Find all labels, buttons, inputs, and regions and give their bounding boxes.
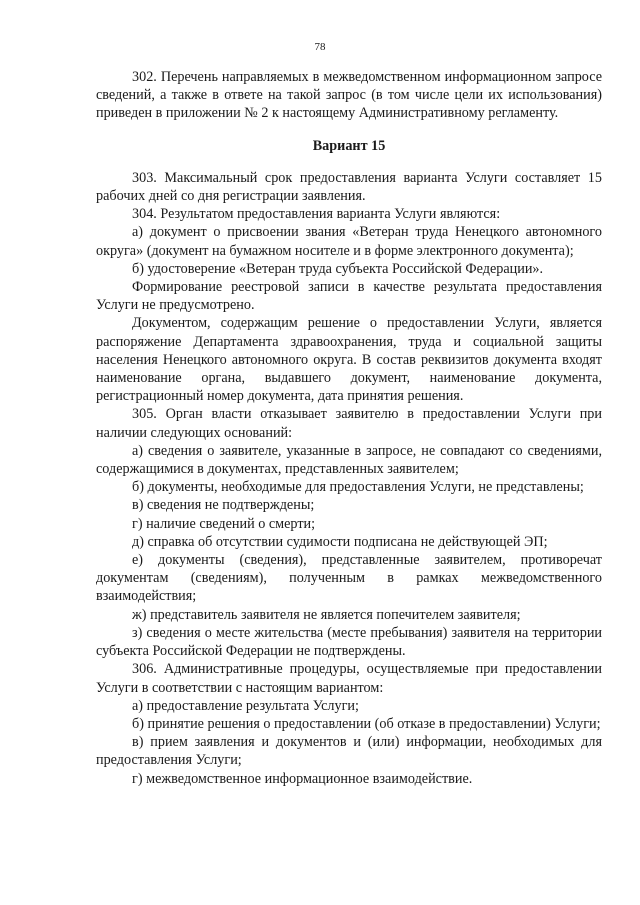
paragraph: а) сведения о заявителе, указанные в запросе, не совпадают со сведениями, содержащимися в документах, представленных заявителем; [96, 442, 602, 478]
paragraph: 304. Результатом предоставления варианта Услуги являются: [132, 206, 501, 223]
paragraph: Формирование реестровой записи в качестве результата предоставления Услуги не предусмотрено. [96, 279, 602, 314]
paragraph: а) предоставление результата Услуги; [132, 697, 359, 714]
paragraph: а) документ о присвоении звания «Ветеран труда Ненецкого автономного округа» (документ на бумажном носителе и в форме электронного документа); [96, 224, 602, 259]
paragraph: 302. Перечень направляемых в межведомственном информационном запросе сведений, а также в ответе на такой запрос (в том числе цели их использования) приведен в приложении № 2 к настоящему Административному регламенту. [96, 69, 602, 122]
paragraph: в) прием заявления и документов и (или) информации, необходимых для предоставления Услуги; [96, 734, 602, 769]
paragraph: б) документы, необходимые для предоставления Услуги, не представлены; [132, 479, 584, 496]
paragraph: 305. Орган власти отказывает заявителю в предоставлении Услуги при наличии следующих оснований: [96, 406, 602, 441]
paragraph: д) справка об отсутствии судимости подписана не действующей ЭП; [132, 533, 548, 550]
paragraph: з) сведения о месте жительства (месте пребывания) заявителя на территории субъекта Российской Федерации не подтверждены. [96, 624, 602, 660]
paragraph: Документом, содержащим решение о предоставлении Услуги, является распоряжение Департамента здравоохранения, труда и социальной защиты населения Ненецкого автономного округа. В состав реквизитов документа входят наименование органа, выдавшего документ, наименование документа, регистрационный номер документа, дата принятия решения. [96, 315, 602, 405]
paragraph: г) наличие сведений о смерти; [132, 515, 316, 532]
paragraph: г) межведомственное информационное взаимодействие. [132, 770, 473, 787]
paragraph: е) документы (сведения), представленные заявителем, противоречат документам (сведениям), полученным в рамках межведомственного взаимодействия; [96, 552, 602, 605]
paragraph: 303. Максимальный срок предоставления варианта Услуги составляет 15 рабочих дней со дня регистрации заявления. [96, 169, 602, 205]
paragraph: в) сведения не подтверждены; [132, 497, 315, 514]
document-body [96, 68, 602, 788]
paragraph: ж) представитель заявителя не является попечителем заявителя; [132, 606, 521, 623]
paragraph: б) удостоверение «Ветеран труда субъекта Российской Федерации». [132, 260, 544, 277]
paragraph: 306. Административные процедуры, осуществляемые при предоставлении Услуги в соответствии с настоящим вариантом: [96, 661, 602, 696]
paragraph: б) принятие решения о предоставлении (об отказе в предоставлении) Услуги; [132, 715, 601, 732]
section-heading: Вариант 15 [312, 137, 386, 154]
page-number: 78 [314, 41, 326, 53]
